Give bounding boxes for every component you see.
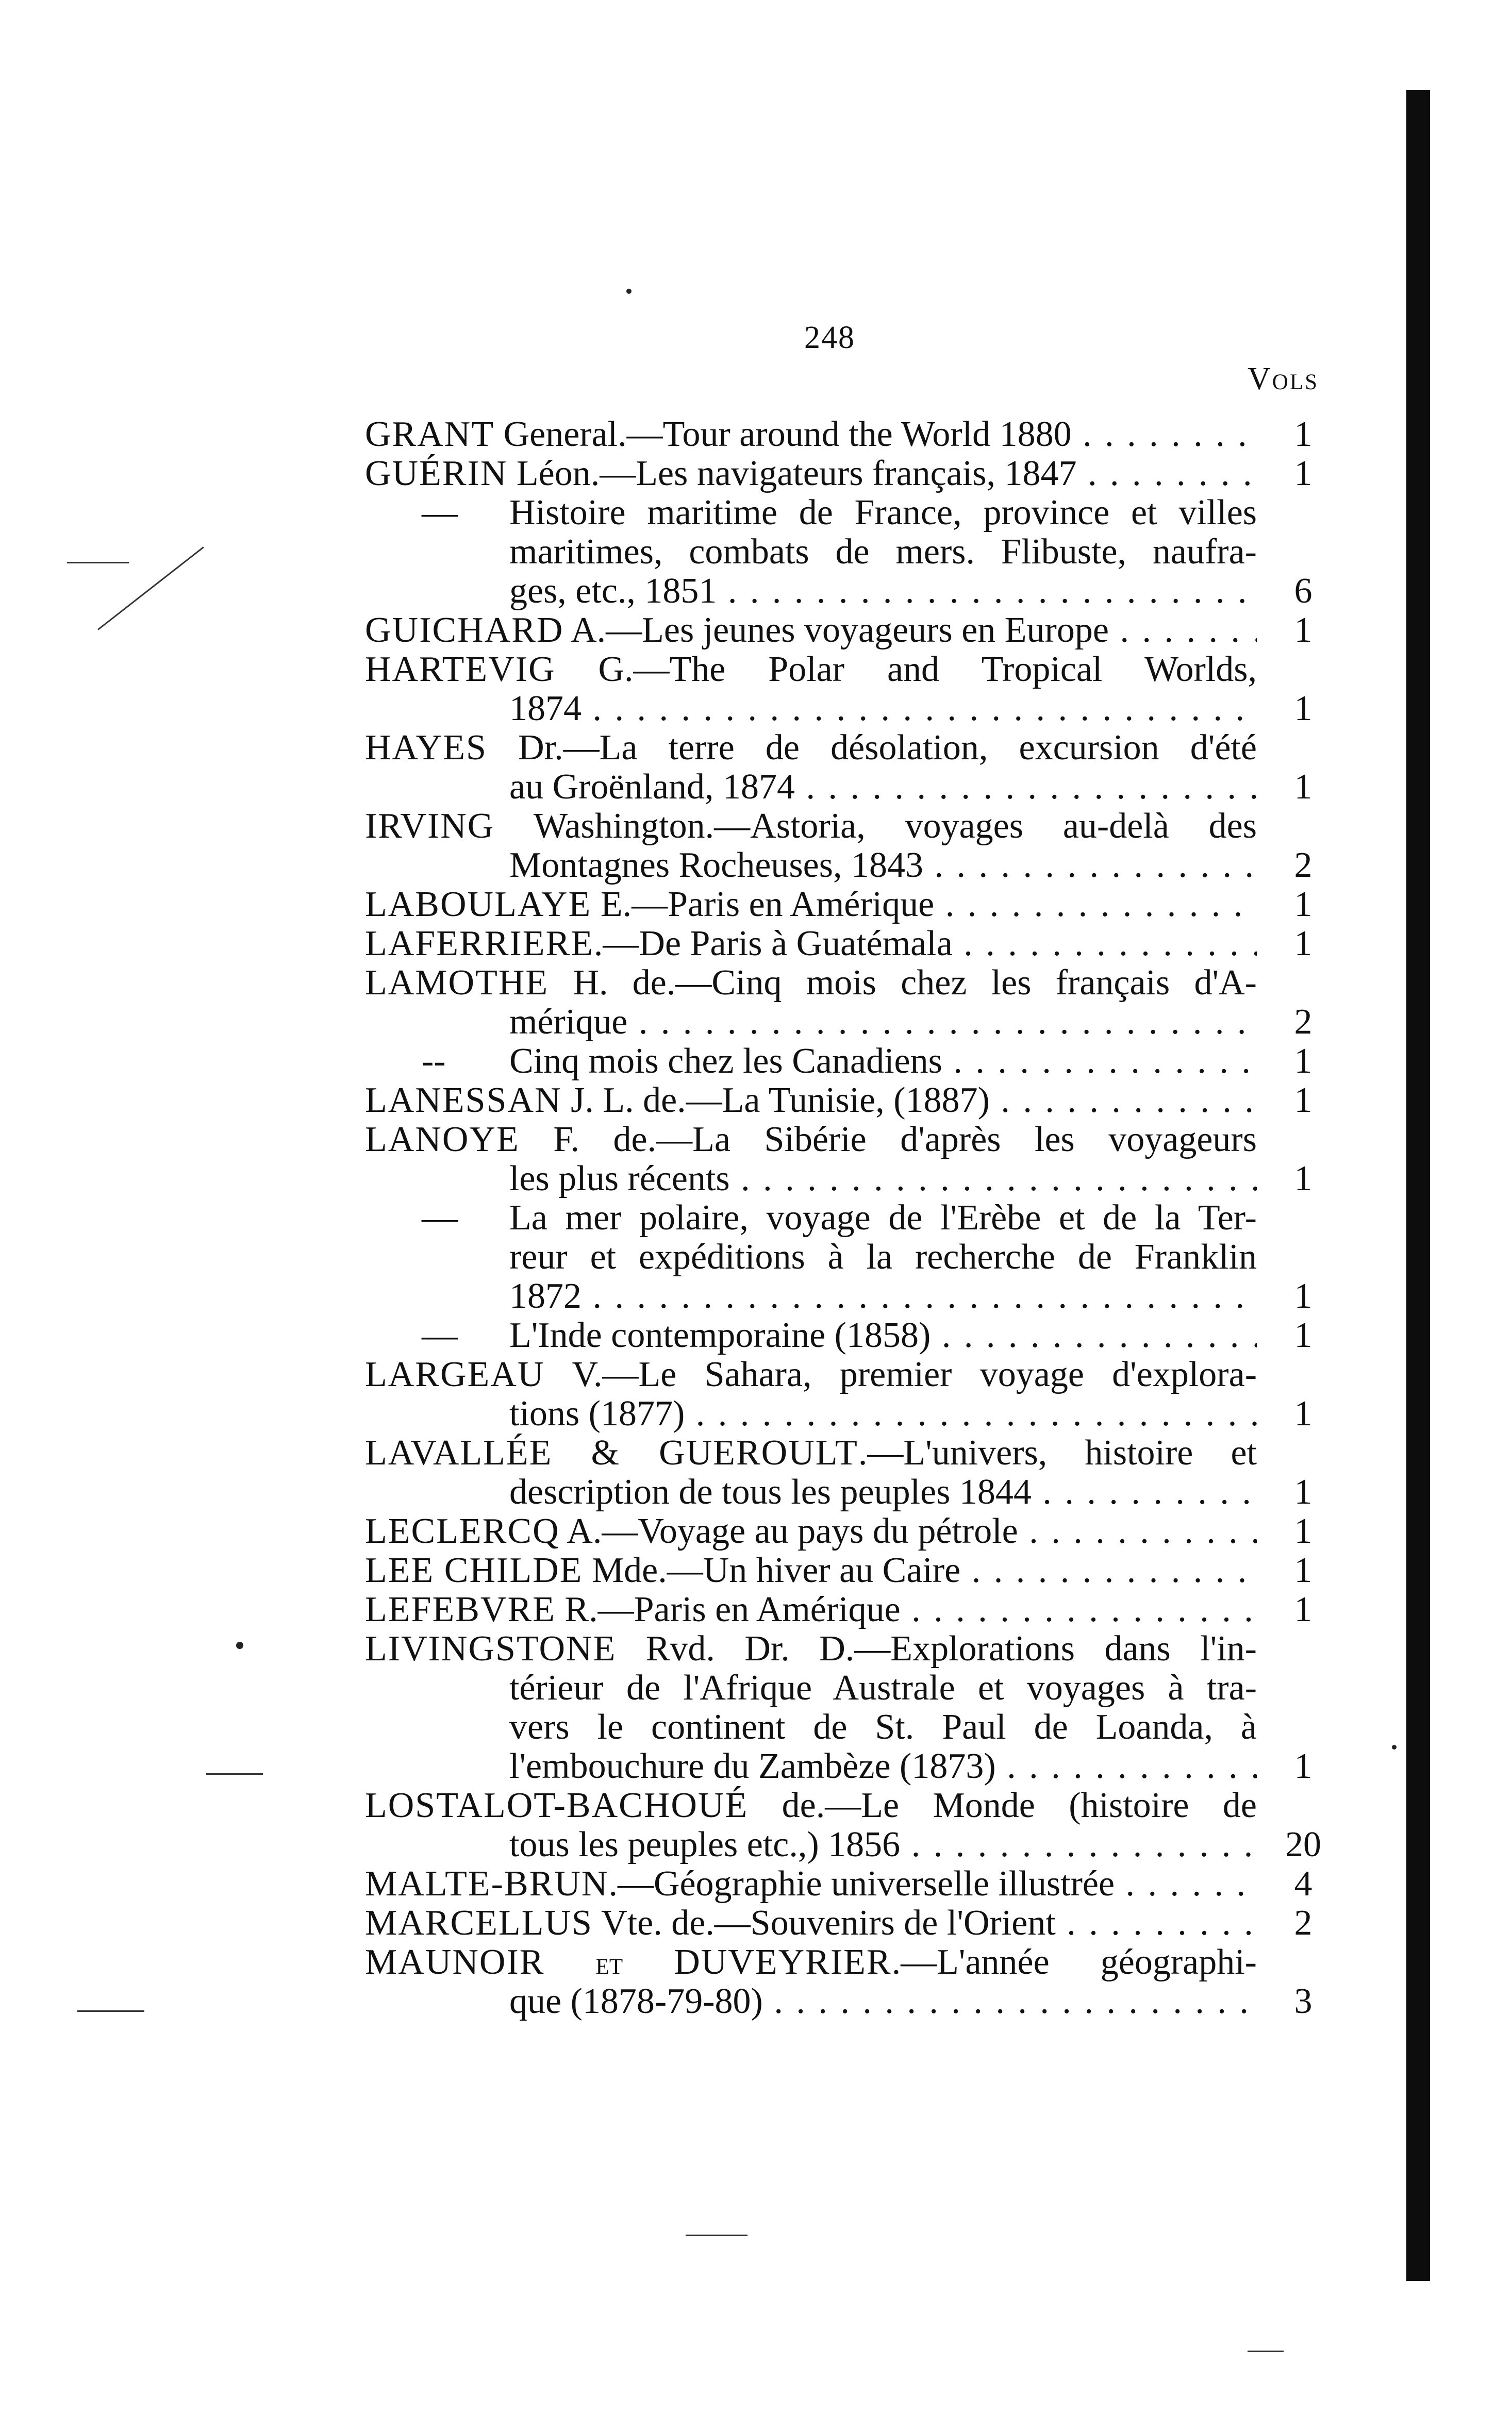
volume-count: 1 [1294, 1315, 1312, 1355]
entry-line [365, 1434, 1334, 1473]
title-text: Dr.—La terre de désolation, excursion d'été [487, 728, 1257, 768]
title-text: les plus récents [509, 1159, 730, 1198]
volume-count: 1 [1294, 767, 1312, 807]
margin-speck [626, 289, 632, 294]
entry-line [365, 1669, 1334, 1708]
volume-count: 1 [1294, 1276, 1312, 1316]
catalog-entry [365, 611, 1334, 650]
entry-text [509, 1198, 1257, 1238]
entry-line [365, 1277, 1334, 1316]
author-name: LABOULAYE [365, 885, 592, 924]
entry-text [509, 1042, 1257, 1081]
author-conjunction: et [595, 1946, 623, 1981]
margin-stroke [206, 1773, 263, 1775]
title-text: H. de.—Cinq mois chez les français d'A- [549, 963, 1257, 1003]
entry-text [365, 454, 1257, 493]
volume-count: 1 [1294, 1511, 1312, 1551]
author-name: LEE CHILDE [365, 1551, 583, 1590]
entry-line [365, 1003, 1334, 1042]
volume-count: 2 [1294, 845, 1312, 885]
volume-count: 4 [1294, 1864, 1312, 1904]
entry-text [509, 1982, 1257, 2021]
entry-text [509, 1473, 1257, 1512]
title-text: au Groënland, 1874 [509, 768, 795, 807]
entry-text [365, 1512, 1257, 1551]
entry-line [365, 1864, 1334, 1904]
volume-count: 1 [1294, 1041, 1312, 1081]
entry-text [509, 532, 1257, 572]
title-text: .—L'année géographi- [891, 1943, 1257, 1982]
entry-line [365, 807, 1334, 846]
entry-line [365, 1590, 1334, 1629]
margin-speck [1392, 1745, 1397, 1750]
catalog-entry [365, 1943, 1334, 2021]
entry-line [365, 1786, 1334, 1825]
title-text: mérique [509, 1003, 628, 1042]
entry-text [509, 846, 1257, 885]
entry-text [365, 963, 1257, 1003]
title-text: ges, etc., 1851 [509, 572, 717, 611]
entry-text [509, 1316, 1257, 1355]
entry-text [365, 1551, 1257, 1590]
entry-line [365, 1904, 1334, 1943]
volume-count: 1 [1294, 1159, 1312, 1198]
volume-count: 1 [1294, 454, 1312, 493]
title-text: A.—Voyage au pays du pétrole [559, 1512, 1018, 1551]
title-text: l'embouchure du Zambèze (1873) [509, 1747, 996, 1786]
margin-stroke [97, 546, 204, 630]
entry-line [365, 1512, 1334, 1551]
entry-line [365, 963, 1334, 1003]
entry-text [365, 807, 1257, 846]
entry-text [509, 689, 1257, 728]
catalog-entry [365, 1316, 1334, 1355]
catalog-entry [365, 1551, 1334, 1590]
margin-stroke [67, 562, 129, 563]
page-edge-shadow [1406, 90, 1430, 2281]
ditto-dash: -- [422, 1041, 446, 1081]
author-name: MARCELLUS [365, 1904, 593, 1943]
title-text: R.—Paris en Amérique [555, 1590, 901, 1629]
catalog-entry [365, 415, 1334, 454]
author-name: DUVEYRIER [674, 1943, 892, 1982]
title-text: vers le continent de St. Paul de Loanda, à [509, 1708, 1257, 1747]
title-text: E.—Paris en Amérique [591, 885, 935, 924]
entry-line [365, 885, 1334, 924]
volume-count: 20 [1285, 1825, 1321, 1864]
author-name: GRANT [365, 415, 495, 454]
entry-text [365, 1904, 1257, 1943]
entry-line [365, 1708, 1334, 1747]
catalog-entry [365, 1590, 1334, 1629]
catalog-entry [365, 1355, 1334, 1434]
volume-count: 3 [1294, 1981, 1312, 2021]
entry-line [365, 532, 1334, 572]
entry-line [365, 611, 1334, 650]
catalog-entry [365, 924, 1334, 963]
entry-text [365, 1786, 1257, 1825]
catalog-entry [365, 1904, 1334, 1943]
margin-stroke [686, 2235, 747, 2236]
entry-text [365, 1864, 1257, 1904]
volume-count: 1 [1294, 1080, 1312, 1120]
ditto-dash: — [422, 1198, 458, 1238]
title-text: tions (1877) [509, 1394, 685, 1434]
title-text: Histoire maritime de France, province et villes [509, 493, 1257, 532]
catalog-list [365, 415, 1334, 2021]
catalog-entry [365, 1081, 1334, 1120]
entry-line [365, 768, 1334, 807]
entry-line [365, 846, 1334, 885]
title-text: térieur de l'Afrique Australe et voyages à tra- [509, 1669, 1257, 1708]
author-name: MAUNOIR [365, 1943, 545, 1982]
title-text: G.—The Polar and Tropical Worlds, [555, 650, 1257, 689]
volume-count: 1 [1294, 414, 1312, 454]
entry-text [365, 728, 1257, 768]
catalog-entry [365, 1512, 1334, 1551]
volume-count: 1 [1294, 610, 1312, 650]
title-text: description de tous les peuples 1844 [509, 1473, 1032, 1512]
margin-speck [236, 1642, 243, 1649]
entry-text [365, 611, 1257, 650]
volume-count: 1 [1294, 689, 1312, 728]
title-text: reur et expéditions à la recherche de Franklin [509, 1238, 1257, 1277]
entry-line [365, 1159, 1334, 1198]
author-name: LOSTALOT-BACHOUÉ [365, 1786, 749, 1825]
author-name: LANOYE [365, 1120, 520, 1159]
entry-line [365, 728, 1334, 768]
author-name: IRVING [365, 807, 495, 846]
title-text: tous les peuples etc.,) 1856 [509, 1825, 901, 1864]
entry-text [509, 768, 1257, 807]
entry-line [365, 454, 1334, 493]
entry-text [365, 415, 1257, 454]
entry-text [365, 1629, 1257, 1669]
title-text: General.—Tour around the World 1880 [494, 415, 1072, 454]
catalog-entry [365, 650, 1334, 728]
entry-text [509, 572, 1257, 611]
entry-line [365, 415, 1334, 454]
volume-count: 6 [1294, 571, 1312, 611]
entry-text [365, 1943, 1257, 1983]
author-name: HARTEVIG [365, 650, 556, 689]
entry-line [365, 1081, 1334, 1120]
title-text: .—L'univers, histoire et [858, 1434, 1257, 1473]
entry-text [509, 1747, 1257, 1786]
title-text: maritimes, combats de mers. Flibuste, naufra- [509, 532, 1257, 572]
catalog-entry [365, 1786, 1334, 1864]
entry-text [509, 1277, 1257, 1316]
author-name: LECLERCQ [365, 1512, 560, 1551]
entry-text [509, 493, 1257, 532]
ditto-dash: — [422, 493, 458, 532]
title-text: V.—Le Sahara, premier voyage d'explora- [544, 1355, 1257, 1394]
title-text: que (1878-79-80) [509, 1982, 763, 2021]
title-text: L'Inde contemporaine (1858) [509, 1316, 931, 1355]
entry-line [365, 1943, 1334, 1982]
title-text: Montagnes Rocheuses, 1843 [509, 846, 923, 885]
volume-count: 1 [1294, 924, 1312, 963]
entry-line [365, 572, 1334, 611]
entry-line [365, 1629, 1334, 1669]
entry-text [365, 1120, 1257, 1159]
entry-line [365, 1355, 1334, 1394]
entry-text [509, 1394, 1257, 1434]
volume-count: 1 [1294, 1394, 1312, 1434]
title-text: La mer polaire, voyage de l'Erèbe et de la Ter- [509, 1198, 1257, 1238]
entry-line [365, 1825, 1334, 1864]
catalog-entry [365, 493, 1334, 611]
title-text: 1874 [509, 689, 581, 728]
entry-line [365, 1120, 1334, 1159]
vols-column-header: Vols [1248, 361, 1319, 396]
entry-line [365, 1238, 1334, 1277]
page-number: 248 [804, 320, 855, 355]
entry-text [365, 1590, 1257, 1629]
title-text: A.—Les jeunes voyageurs en Europe [563, 611, 1109, 650]
author-name: LARGEAU [365, 1355, 545, 1394]
volume-count: 2 [1294, 1002, 1312, 1042]
catalog-entry [365, 728, 1334, 807]
catalog-entry [365, 1629, 1334, 1786]
entry-line [365, 1551, 1334, 1590]
title-text: .—De Paris à Guatémala [593, 924, 953, 963]
title-text: Vte. de.—Souvenirs de l'Orient [592, 1904, 1056, 1943]
entry-text [365, 1355, 1257, 1394]
author-name: GUÉRIN [365, 454, 508, 493]
entry-line [365, 924, 1334, 963]
catalog-entry [365, 885, 1334, 924]
entry-text [509, 1159, 1257, 1198]
entry-text [365, 924, 1257, 963]
author-name: LAVALLÉE & GUEROULT [365, 1434, 858, 1473]
volume-count: 1 [1294, 1551, 1312, 1590]
entry-text [365, 650, 1257, 689]
author-name: LAMOTHE [365, 963, 549, 1003]
catalog-entry [365, 1864, 1334, 1904]
title-text: Rvd. Dr. D.—Explorations dans l'in- [616, 1629, 1257, 1669]
volume-count: 1 [1294, 885, 1312, 924]
title-text: 1872 [509, 1277, 581, 1316]
entry-line [365, 1042, 1334, 1081]
entry-line [365, 650, 1334, 689]
author-name: LAFERRIERE [365, 924, 594, 963]
catalog-entry [365, 1434, 1334, 1512]
catalog-entry [365, 1198, 1334, 1316]
entry-line [365, 1473, 1334, 1512]
title-text: Léon.—Les navigateurs français, 1847 [507, 454, 1077, 493]
author-name: LANESSAN [365, 1081, 562, 1120]
author-name: GUICHARD [365, 611, 564, 650]
volume-count: 1 [1294, 1590, 1312, 1629]
entry-line [365, 1747, 1334, 1786]
catalog-entry [365, 807, 1334, 885]
entry-text [509, 1238, 1257, 1277]
volume-count: 2 [1294, 1903, 1312, 1943]
title-text: de.—Le Monde (histoire de [748, 1786, 1257, 1825]
margin-stroke [1248, 2351, 1284, 2352]
entry-text [365, 885, 1257, 924]
author-name: MALTE-BRUN [365, 1864, 609, 1904]
entry-line [365, 1316, 1334, 1355]
ditto-dash: — [422, 1315, 458, 1355]
volume-count: 1 [1294, 1746, 1312, 1786]
entry-line [365, 1198, 1334, 1238]
catalog-entry [365, 963, 1334, 1042]
entry-line [365, 689, 1334, 728]
title-text: Mde.—Un hiver au Caire [583, 1551, 961, 1590]
entry-line [365, 1394, 1334, 1434]
catalog-entry [365, 1042, 1334, 1081]
catalog-entry [365, 1120, 1334, 1198]
title-text: Cinq mois chez les Canadiens [509, 1042, 942, 1081]
title-text: .—Géographie universelle illustrée [608, 1864, 1115, 1904]
volume-count: 1 [1294, 1472, 1312, 1512]
author-name: LEFEBVRE [365, 1590, 556, 1629]
title-text: F. de.—La Sibérie d'après les voyageurs [519, 1120, 1257, 1159]
entry-line [365, 493, 1334, 532]
entry-text [365, 1434, 1257, 1473]
entry-text [509, 1708, 1257, 1747]
title-text: Washington.—Astoria, voyages au-delà des [494, 807, 1257, 846]
title-text: J. L. de.—La Tunisie, (1887) [561, 1081, 990, 1120]
entry-text [509, 1669, 1257, 1708]
author-name: LIVINGSTONE [365, 1629, 617, 1669]
entry-text [509, 1003, 1257, 1042]
entry-text [365, 1081, 1257, 1120]
margin-stroke [77, 2010, 144, 2012]
entry-line [365, 1982, 1334, 2021]
catalog-entry [365, 454, 1334, 493]
entry-text [509, 1825, 1257, 1864]
author-name: HAYES [365, 728, 487, 768]
